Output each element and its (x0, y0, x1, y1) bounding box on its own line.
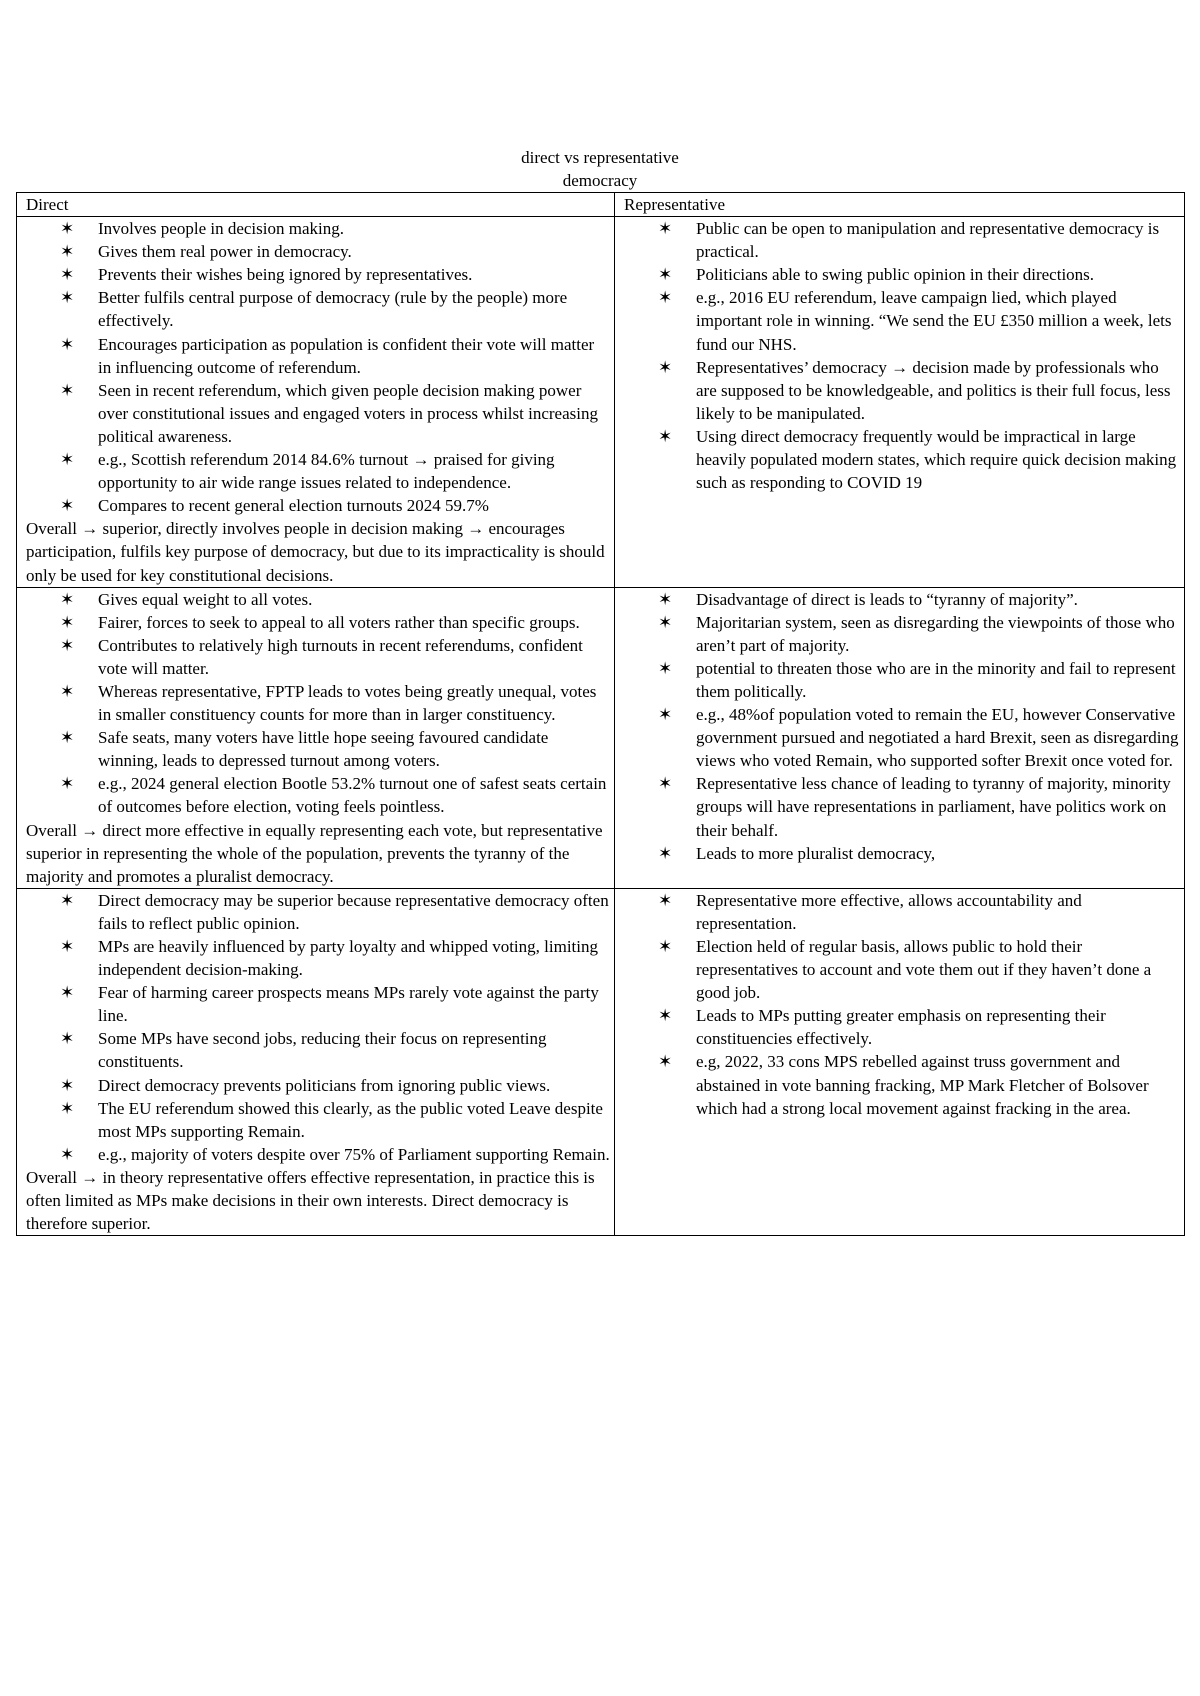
star-bullet-icon: ✶ (658, 774, 673, 794)
table-body (17, 217, 1185, 1236)
list-item (658, 657, 1180, 703)
direct-cell (17, 217, 615, 588)
list-item (60, 217, 610, 240)
list-item (60, 935, 610, 981)
list-item (60, 333, 610, 379)
overall-conclusion: Overall → direct more effective in equally representing each vote, but representative superior in representing the whole of the population, prevents the tyranny of the majority and promotes a pluralist democracy. (26, 820, 603, 886)
list-item (60, 889, 610, 935)
representative-cell (615, 587, 1185, 888)
list-item (658, 889, 1180, 935)
list-item (658, 842, 1180, 865)
point-text: e.g, 2022, 33 cons MPS rebelled against truss government and abstained in vote banning fracking, MP Mark Fletcher of Bolsover which had a strong local movement against fracking in the area. (696, 1052, 1149, 1118)
point-text: potential to threaten those who are in the minority and fail to represent them politically. (696, 658, 1176, 701)
star-bullet-icon: ✶ (60, 612, 75, 632)
direct-point-list (26, 889, 610, 1166)
point-text: Prevents their wishes being ignored by representatives. (98, 265, 473, 285)
point-text: Better fulfils central purpose of democracy (rule by the people) more effectively. (98, 288, 568, 331)
star-bullet-icon: ✶ (60, 496, 75, 516)
point-text: Gives them real power in democracy. (98, 242, 352, 262)
list-item (658, 1004, 1180, 1050)
list-item (658, 703, 1180, 772)
star-bullet-icon: ✶ (60, 450, 75, 470)
point-text: Fairer, forces to seek to appeal to all voters rather than specific groups. (98, 612, 580, 632)
list-item (60, 588, 610, 611)
star-bullet-icon: ✶ (60, 334, 75, 354)
list-item (60, 379, 610, 448)
list-item (658, 588, 1180, 611)
list-item (658, 356, 1180, 425)
point-text: Whereas representative, FPTP leads to votes being greatly unequal, votes in smaller constituency counts for more than in larger constituency. (98, 681, 597, 725)
star-bullet-icon: ✶ (60, 635, 75, 655)
point-text: Election held of regular basis, allows public to hold their representatives to account and vote them out if they haven’t done a good job. (696, 937, 1152, 1003)
table-row (17, 217, 1185, 588)
list-item (60, 286, 610, 332)
list-item (60, 1143, 610, 1166)
star-bullet-icon: ✶ (60, 589, 75, 609)
star-bullet-icon: ✶ (60, 937, 75, 956)
point-text: Fear of harming career prospects means MPs rarely vote against the party line. (98, 983, 599, 1026)
list-item (60, 726, 610, 772)
overall-conclusion: Overall → in theory representative offers effective representation, in practice this is often limited as MPs make decisions in their own interests. Direct democracy is therefore superior. (26, 1167, 595, 1234)
point-text: Contributes to relatively high turnouts in recent referendums, confident vote will matter. (98, 635, 583, 678)
table-row (17, 587, 1185, 888)
table-row (17, 888, 1185, 1235)
list-item (60, 772, 610, 818)
point-text: Gives equal weight to all votes. (98, 589, 313, 609)
point-text: Compares to recent general election turnouts 2024 59.7% (98, 496, 489, 516)
point-text: The EU referendum showed this clearly, as the public voted Leave despite most MPs supporting Remain. (98, 1098, 603, 1141)
representative-point-list (624, 889, 1180, 1120)
list-item (60, 240, 610, 263)
star-bullet-icon: ✶ (60, 1098, 75, 1118)
list-item (60, 448, 610, 494)
page-title (0, 146, 1200, 192)
star-bullet-icon: ✶ (658, 357, 673, 377)
star-bullet-icon: ✶ (60, 728, 75, 748)
star-bullet-icon: ✶ (60, 1075, 75, 1095)
point-text: Some MPs have second jobs, reducing their focus on representing constituents. (98, 1029, 547, 1072)
point-text: Politicians able to swing public opinion in their directions. (696, 265, 1095, 285)
point-text: Safe seats, many voters have little hope seeing favoured candidate winning, leads to depressed turnout among voters. (98, 728, 549, 771)
star-bullet-icon: ✶ (658, 1006, 673, 1026)
point-text: Representative more effective, allows accountability and representation. (696, 890, 1082, 933)
star-bullet-icon: ✶ (60, 288, 75, 308)
star-bullet-icon: ✶ (60, 265, 75, 285)
direct-point-list (26, 588, 610, 819)
page-title-line-1: direct vs representative (521, 148, 679, 167)
list-item (658, 935, 1180, 1004)
list-item (658, 263, 1180, 286)
point-text: Encourages participation as population is confident their vote will matter in influencing outcome of referendum. (98, 334, 595, 377)
representative-cell (615, 888, 1185, 1235)
representative-point-list (624, 217, 1180, 494)
list-item (60, 680, 610, 726)
point-text: Disadvantage of direct is leads to “tyranny of majority”. (696, 589, 1078, 609)
point-text: Public can be open to manipulation and representative democracy is practical. (696, 219, 1160, 262)
header-row (17, 193, 1185, 217)
point-text: Majoritarian system, seen as disregarding the viewpoints of those who aren’t part of majority. (696, 612, 1175, 655)
point-text: Seen in recent referendum, which given people decision making power over constitutional issues and engaged voters in process whilst increasing political awareness. (98, 380, 598, 446)
point-text: Direct democracy may be superior because representative democracy often fails to reflect public opinion. (98, 890, 609, 933)
point-text: e.g., majority of voters despite over 75% of Parliament supporting Remain. (98, 1144, 610, 1164)
representative-point-list (624, 588, 1180, 865)
star-bullet-icon: ✶ (60, 1144, 75, 1164)
star-bullet-icon: ✶ (658, 705, 673, 725)
star-bullet-icon: ✶ (60, 380, 75, 400)
point-text: e.g., 2016 EU referendum, leave campaign lied, which played important role in winning. “We send the EU £350 million a week, lets fund our NHS. (696, 288, 1172, 354)
point-text: Involves people in decision making. (98, 219, 344, 239)
point-text: e.g., 48%of population voted to remain the EU, however Conservative government pursued and negotiated a hard Brexit, seen as disregarding views who voted Remain, who supported softer Brexit once voted for. (696, 705, 1179, 771)
list-item (658, 1050, 1180, 1119)
representative-cell (615, 217, 1185, 588)
list-item (60, 611, 610, 634)
star-bullet-icon: ✶ (658, 843, 673, 863)
star-bullet-icon: ✶ (658, 1052, 673, 1072)
point-text: Direct democracy prevents politicians from ignoring public views. (98, 1075, 551, 1095)
star-bullet-icon: ✶ (658, 612, 673, 632)
list-item (60, 634, 610, 680)
list-item (60, 263, 610, 286)
star-bullet-icon: ✶ (658, 426, 673, 446)
point-text: MPs are heavily influenced by party loyalty and whipped voting, limiting independent decision-making. (98, 937, 598, 980)
list-item (60, 494, 610, 517)
list-item (658, 611, 1180, 657)
list-item (658, 425, 1180, 494)
star-bullet-icon: ✶ (658, 288, 673, 308)
page-title-line-2: democracy (562, 171, 638, 190)
star-bullet-icon: ✶ (658, 589, 673, 609)
direct-cell (17, 888, 615, 1235)
list-item (658, 772, 1180, 841)
list-item (60, 1097, 610, 1143)
point-text: Representatives’ democracy → decision made by professionals who are supposed to be knowledgeable, and politics is their full focus, less likely to be manipulated. (696, 357, 1171, 423)
star-bullet-icon: ✶ (658, 658, 673, 678)
star-bullet-icon: ✶ (60, 242, 75, 262)
star-bullet-icon: ✶ (60, 774, 75, 794)
star-bullet-icon: ✶ (658, 265, 673, 285)
direct-point-list (26, 217, 610, 517)
point-text: Leads to MPs putting greater emphasis on representing their constituencies effectively. (696, 1006, 1106, 1049)
list-item (658, 217, 1180, 263)
star-bullet-icon: ✶ (60, 983, 75, 1003)
star-bullet-icon: ✶ (60, 890, 75, 910)
list-item (60, 981, 610, 1027)
comparison-table (16, 192, 1185, 1236)
star-bullet-icon: ✶ (658, 937, 673, 956)
list-item (60, 1074, 610, 1097)
point-text: Leads to more pluralist democracy, (696, 843, 936, 863)
direct-cell (17, 587, 615, 888)
star-bullet-icon: ✶ (658, 890, 673, 910)
point-text: e.g., 2024 general election Bootle 53.2% turnout one of safest seats certain of outcomes before election, voting feels pointless. (98, 774, 607, 817)
overall-conclusion: Overall → superior, directly involves people in decision making → encourages participation, fulfils key purpose of democracy, but due to its impracticality is should only be used for key constitutional decisions. (26, 519, 605, 585)
star-bullet-icon: ✶ (60, 219, 75, 239)
header-direct: Direct (17, 193, 615, 217)
point-text: Using direct democracy frequently would be impractical in large heavily populated modern states, which require quick decision making such as responding to COVID 19 (696, 426, 1177, 493)
list-item (658, 286, 1180, 355)
header-representative: Representative (615, 193, 1185, 217)
star-bullet-icon: ✶ (658, 219, 673, 239)
star-bullet-icon: ✶ (60, 681, 75, 701)
list-item (60, 1027, 610, 1073)
star-bullet-icon: ✶ (60, 1029, 75, 1049)
point-text: Representative less chance of leading to tyranny of majority, minority groups will have representations in parliament, have politics work on their behalf. (696, 774, 1171, 840)
point-text: e.g., Scottish referendum 2014 84.6% turnout → praised for giving opportunity to air wide range issues related to independence. (98, 450, 555, 493)
